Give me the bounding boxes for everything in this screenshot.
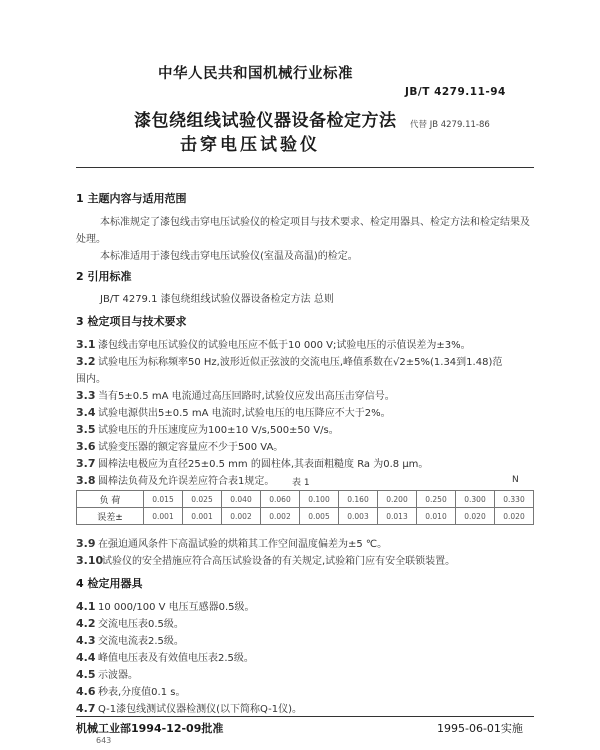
header-rule [76,167,534,168]
clause-item: 3.6 试验变压器的额定容量应不少于500 VA。 [76,440,284,453]
table-cell: 0.002 [222,508,261,525]
table-cell: 0.005 [300,508,339,525]
section-1-para-1: 本标准规定了漆包线击穿电压试验仪的检定项目与技术要求、检定用器具、检定方法和检定结果及 [100,217,530,228]
organization-title: 中华人民共和国机械行业标准 [158,66,353,82]
table-1-unit: N [512,475,519,485]
replaces-note: 代替 JB 4279.11-86 [410,120,490,130]
clause-item: 4.3 交流电流表2.5级。 [76,634,184,647]
clause-item: 4.6 秒表,分度值0.1 s。 [76,685,186,698]
section-1-para-1b: 处理。 [76,234,106,245]
clause-item: 4.1 10 000/100 V 电压互感器0.5级。 [76,600,255,613]
approval-date: 机械工业部1994-12-09批准 [76,722,224,735]
clause-item: 3.3 当有5±0.5 mA 电流通过高压回路时,试验仪应发出高压击穿信号。 [76,389,395,402]
table-cell: 0.003 [339,508,378,525]
section-2-para-1: JB/T 4279.1 漆包绕组线试验仪器设备检定方法 总则 [100,294,334,305]
section-1-para-2: 本标准适用于漆包线击穿电压试验仪(室温及高温)的检定。 [100,251,358,262]
section-1-heading: 1 主题内容与适用范围 [76,192,187,205]
table-1 [76,490,534,525]
table-cell: 0.013 [378,508,417,525]
clause-item: 4.2 交流电压表0.5级。 [76,617,184,630]
clause-item: 3.10试验仪的安全措施应符合高压试验设备的有关规定,试验箱门应有安全联锁装置。 [76,554,456,567]
clause-item: 3.2 试验电压为标称频率50 Hz,波形近似正弦波的交流电压,峰值系数在√2±5%(1.34到1.48)范 [76,355,503,368]
footer-rule [76,716,534,717]
clause-item: 4.5 示波器。 [76,668,138,681]
clause-item: 4.4 峰值电压表及有效值电压表2.5级。 [76,651,254,664]
section-2-heading: 2 引用标准 [76,270,132,283]
standard-number: JB/T 4279.11-94 [405,86,506,98]
clause-item: 3.8 圆棒法负荷及允许误差应符合表1规定。 [76,474,275,487]
table-cell: 0.040 [222,491,261,508]
table-cell: 0.250 [417,491,456,508]
table-1-caption: 表 1 [292,478,310,488]
clause-item: 3.1 漆包线击穿电压试验仪的试验电压应不低于10 000 V;试验电压的示值误差为±3%。 [76,338,471,351]
table-cell: 0.020 [456,508,495,525]
clause-item: 3.9 在强迫通风条件下高温试验的烘箱其工作空间温度偏差为±5 ℃。 [76,537,388,550]
document-title-line1: 漆包绕组线试验仪器设备检定方法 [134,111,397,131]
table-cell: 0.020 [495,508,534,525]
table-cell: 0.025 [183,491,222,508]
table-cell: 0.002 [261,508,300,525]
document-title-line2: 击穿电压试验仪 [180,135,320,155]
table-row-label: 误差± [77,508,144,525]
clause-item: 3.4 试验电源供出5±0.5 mA 电流时,试验电压的电压降应不大于2%。 [76,406,391,419]
table-cell: 0.200 [378,491,417,508]
clause-item: 3.7 圆棒法电极应为直径25±0.5 mm 的圆柱体,其表面粗糙度 Ra 为0.8 μm。 [76,457,429,470]
table-row [77,508,534,525]
clause-item: 围内。 [76,374,106,385]
effective-date: 1995-06-01实施 [437,722,523,735]
table-cell: 0.001 [144,508,183,525]
table-cell: 0.060 [261,491,300,508]
table-cell: 0.160 [339,491,378,508]
section-4-heading: 4 检定用器具 [76,577,143,590]
page-number: 643 [96,736,112,745]
clause-item: 3.5 试验电压的升压速度应为100±10 V/s,500±50 V/s。 [76,423,339,436]
table-cell: 0.010 [417,508,456,525]
table-row [77,491,534,508]
table-cell: 0.330 [495,491,534,508]
clause-item: 4.7 Q-1漆包线测试仪器检测仪(以下简称Q-1仪)。 [76,702,303,715]
section-3-heading: 3 检定项目与技术要求 [76,315,187,328]
table-cell: 0.001 [183,508,222,525]
table-cell: 0.015 [144,491,183,508]
table-cell: 0.300 [456,491,495,508]
table-row-label: 负 荷 [77,491,144,508]
table-cell: 0.100 [300,491,339,508]
